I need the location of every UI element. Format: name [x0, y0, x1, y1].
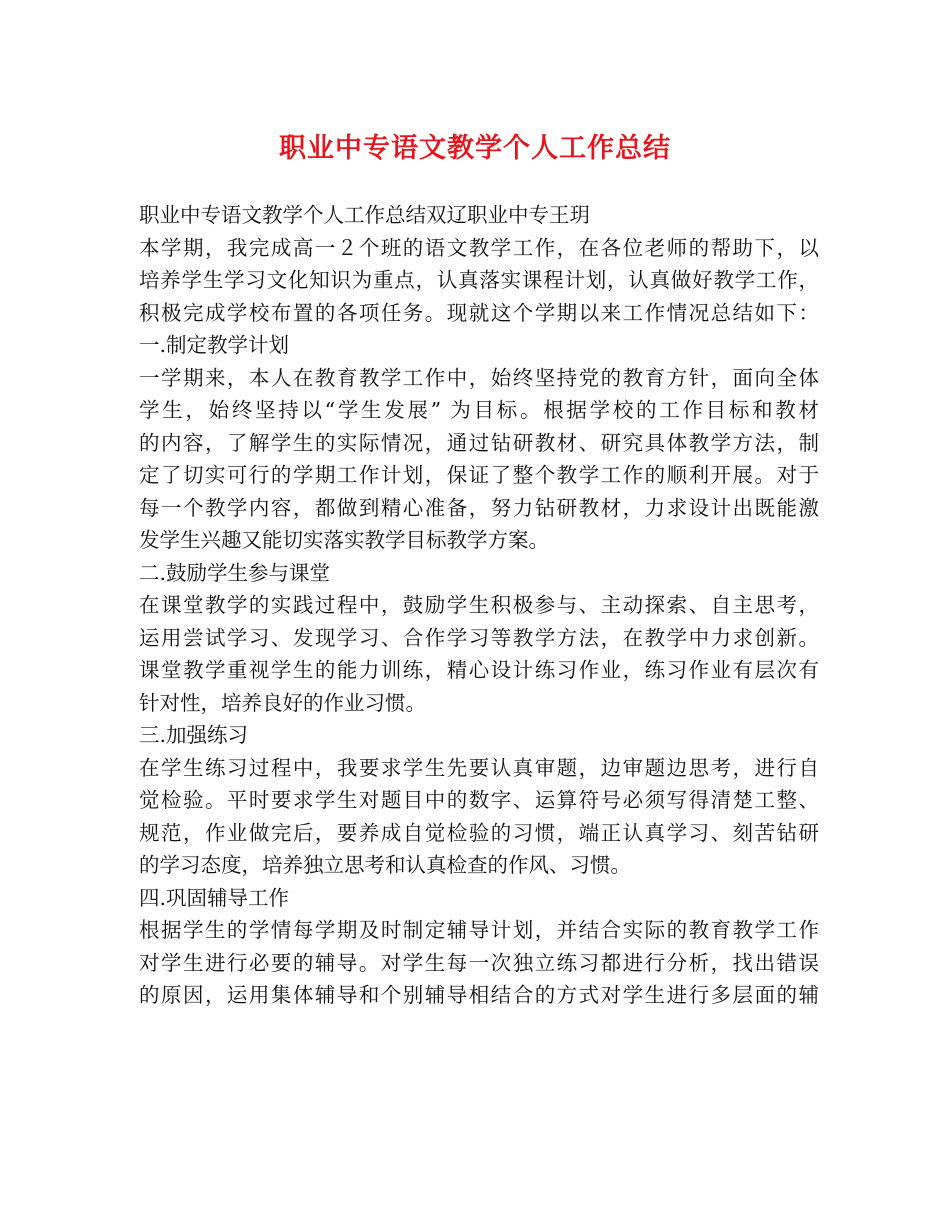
body-line: 运用尝试学习、发现学习、合作学习等教学方法，在教学中力求创新。 [139, 625, 819, 650]
body-line: 每一个教学内容，都做到精心准备，努力钻研教材，力求设计出既能激 [139, 495, 819, 520]
body-line: 的学习态度，培养独立思考和认真检查的作风、习惯。 [139, 853, 631, 877]
section-heading-3: 三.加强练习 [139, 723, 249, 747]
document-title: 职业中专语文教学个人工作总结 [279, 133, 671, 164]
section-heading-1: 一.制定教学计划 [139, 333, 290, 357]
body-line: 学生，始终坚持以“学生发展” 为目标。根据学校的工作目标和教材 [139, 398, 819, 422]
document-body [139, 199, 819, 1012]
body-line-author: 职业中专语文教学个人工作总结双辽职业中专王玥 [139, 203, 590, 227]
section-heading-4: 四.巩固辅导工作 [139, 885, 290, 910]
body-line: 一学期来，本人在教育教学工作中，始终坚持党的教育方针，面向全体 [139, 365, 819, 390]
body-line: 在学生练习过程中，我要求学生先要认真审题，边审题边思考，进行自 [139, 755, 819, 780]
body-line: 觉检验。平时要求学生对题目中的数字、运算符号必须写得清楚工整、 [139, 788, 819, 812]
body-line: 在课堂教学的实践过程中，鼓励学生积极参与、主动探索、自主思考， [139, 593, 819, 617]
body-line: 定了切实可行的学期工作计划，保证了整个教学工作的顺利开展。对于 [139, 463, 819, 487]
body-line: 本学期，我完成高一２个班的语文教学工作，在各位老师的帮助下，以 [139, 235, 819, 260]
body-line: 对学生进行必要的辅导。对学生每一次独立练习都进行分析，找出错误 [139, 950, 819, 975]
body-line: 规范，作业做完后，要养成自觉检验的习惯，端正认真学习、刻苦钻研 [139, 820, 819, 845]
body-line: 培养学生学习文化知识为重点，认真落实课程计划，认真做好教学工作， [139, 268, 819, 292]
body-line: 的内容，了解学生的实际情况，通过钻研教材、研究具体教学方法，制 [139, 430, 819, 455]
body-line: 的原因，运用集体辅导和个别辅导相结合的方式对学生进行多层面的辅 [139, 983, 819, 1007]
body-line: 课堂教学重视学生的能力训练，精心设计练习作业，练习作业有层次有 [139, 658, 819, 682]
body-line: 积极完成学校布置的各项任务。现就这个学期以来工作情况总结如下： [139, 300, 819, 325]
body-line: 针对性，培养良好的作业习惯。 [139, 690, 426, 715]
body-line: 根据学生的学情每学期及时制定辅导计划，并结合实际的教育教学工作 [139, 918, 819, 942]
section-heading-2: 二.鼓励学生参与课堂 [139, 560, 331, 585]
body-line: 发学生兴趣又能切实落实教学目标教学方案。 [139, 528, 549, 552]
